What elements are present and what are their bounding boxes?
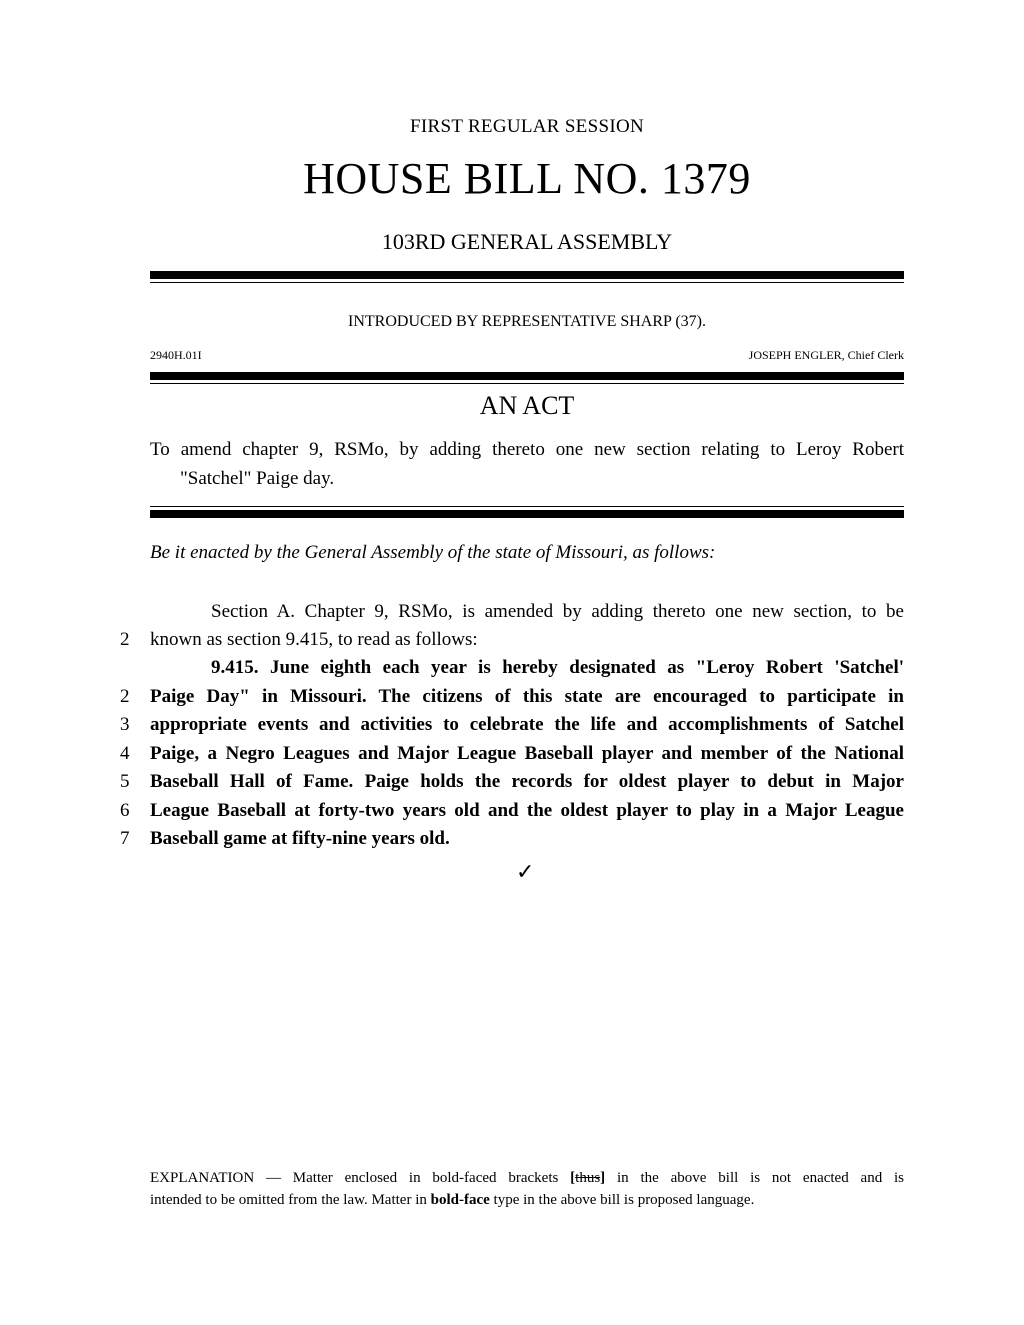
explanation-text: intended to be omitted from the law. Matter in [150, 1192, 427, 1208]
section-9415-line-4: Paige, a Negro Leagues and Major League Baseball player and member of the National [150, 743, 904, 764]
line-number: 4 [120, 743, 130, 764]
bold-face-example: bold-face [430, 1192, 490, 1208]
enacting-clause: Be it enacted by the General Assembly of the state of Missouri, as follows: [150, 542, 716, 563]
section-9415-line-7: Baseball game at fifty-nine years old. [150, 828, 450, 849]
struck-example: thus [575, 1170, 601, 1186]
explanation-text: in the above bill is not enacted and is [617, 1170, 905, 1186]
act-heading: AN ACT [479, 391, 575, 420]
act-title-line-1: To amend chapter 9, RSMo, by adding thereto one new section relating to Leroy Robert [150, 439, 904, 460]
line-number: 2 [120, 629, 130, 650]
lr-number: 2940H.01I [150, 348, 202, 362]
session-label: FIRST REGULAR SESSION [410, 116, 644, 137]
section-9415-line-6: League Baseball at forty-two years old and the oldest player to play in a Major League [150, 800, 904, 821]
bracket-open: [ [570, 1170, 576, 1186]
section-9415-line-1: 9.415. June eighth each year is hereby designated as "Leroy Robert 'Satchel' [211, 657, 904, 678]
explanation-text: EXPLANATION — Matter enclosed in bold-faced brackets [150, 1170, 559, 1186]
act-title [150, 435, 904, 493]
check-icon: ✓ [516, 860, 535, 885]
act-rule-thick [150, 372, 904, 380]
chief-clerk: JOSEPH ENGLER, Chief Clerk [748, 348, 904, 362]
header-rule-thin [150, 282, 904, 283]
line-number: 6 [120, 800, 130, 821]
act-rule-thin [150, 383, 904, 384]
line-number: 3 [120, 714, 130, 735]
introduced-by: INTRODUCED BY REPRESENTATIVE SHARP (37). [348, 313, 706, 330]
section-9415-line-5: Baseball Hall of Fame. Paige holds the records for oldest player to debut in Major [150, 771, 904, 792]
general-assembly: 103RD GENERAL ASSEMBLY [381, 229, 673, 254]
section-a-line-2: known as section 9.415, to read as follows: [150, 629, 478, 650]
title-rule-thin [150, 506, 904, 507]
header-rule-thick [150, 271, 904, 279]
section-9415-line-3: appropriate events and activities to celebrate the life and accomplishments of Satchel [150, 714, 904, 735]
act-title-line-2: "Satchel" Paige day. [180, 468, 335, 489]
explanation-line-1 [150, 1167, 904, 1189]
bill-title: HOUSE BILL NO. 1379 [303, 154, 751, 203]
section-9415-line-2: Paige Day" in Missouri. The citizens of this state are encouraged to participate in [150, 686, 904, 707]
title-rule-thick [150, 510, 904, 518]
explanation [150, 1167, 904, 1211]
line-number: 2 [120, 686, 130, 707]
bracket-close: ] [600, 1170, 606, 1186]
section-a-line-1: Section A. Chapter 9, RSMo, is amended by adding thereto one new section, to be [211, 601, 904, 622]
explanation-text: type in the above bill is proposed language. [493, 1192, 755, 1208]
line-number: 7 [120, 828, 130, 849]
line-number: 5 [120, 771, 130, 792]
explanation-line-2 [150, 1189, 904, 1211]
